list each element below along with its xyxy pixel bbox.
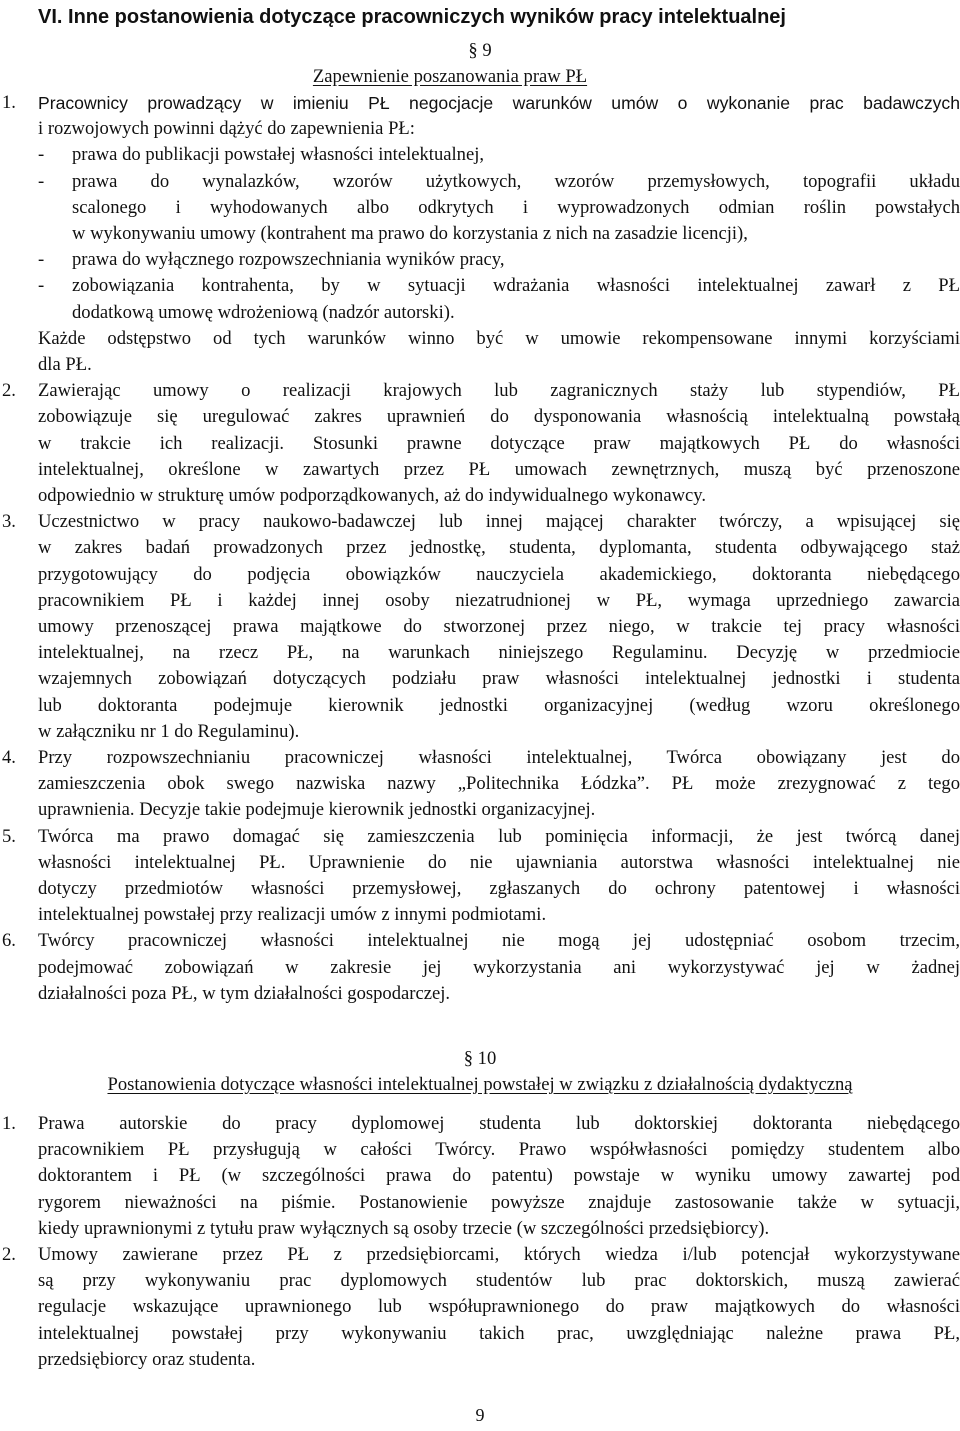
bullet-line: dodatkową umowę wdrożeniową (nadzór autorski). bbox=[72, 301, 455, 323]
paragraph-line: pracownikiem PŁ i każdej innej osoby niezatrudnionej w PŁ, wymaga uprzedniego zawarcia bbox=[38, 589, 960, 611]
bullet-line: zobowiązania kontrahenta, by w sytuacji wdrażania własności intelektualnej zawarł z PŁ bbox=[72, 275, 960, 297]
paragraph-line: intelektualnej, określone w zawartych przez PŁ umowach zewnętrznych, muszą być przenoszone bbox=[38, 458, 960, 480]
paragraph-line: w załączniku nr 1 do Regulaminu). bbox=[38, 720, 300, 742]
paragraph-line: kiedy uprawnionymi z tytułu praw wyłącznych są osoby trzecie (w szczególności przedsiębiorcy). bbox=[38, 1217, 770, 1239]
paragraph-line: rygorem nieważności na piśmie. Postanowienie powyższe znajduje zastosowanie także w sytuacji, bbox=[38, 1191, 960, 1213]
paragraph-line: dla PŁ. bbox=[38, 354, 92, 375]
paragraph-line: umowy przenoszącej prawa majątkowe do stworzonej przez niego, w trakcie tej pracy własności bbox=[38, 616, 960, 637]
point-number: 5. bbox=[2, 825, 16, 847]
section-10-number: § 10 bbox=[463, 1048, 497, 1069]
paragraph-line: intelektualnej powstałej przy wykonywaniu takich prac, uwzględniając należne prawa PŁ, bbox=[38, 1322, 960, 1344]
paragraph-line: Przy rozpowszechnianiu pracowniczej własności intelektualnej, Twórca obowiązany jest do bbox=[38, 747, 960, 768]
paragraph-line: w zakres badań prowadzonych przez jednostkę, studenta, dyplomanta, studenta odbywającego staż bbox=[38, 537, 960, 559]
point-number: 1. bbox=[2, 1113, 16, 1134]
paragraph-line: są przy wykonywaniu prac dyplomowych studentów lub prac doktorskich, muszą zawierać bbox=[38, 1270, 960, 1292]
point-number: 2. bbox=[2, 1244, 16, 1265]
point-number: 3. bbox=[2, 511, 16, 533]
bullet-dash: - bbox=[38, 249, 45, 271]
paragraph-line: wzajemnych zobowiązań dotyczących podziału praw własności intelektualnej jednostki i studenta bbox=[38, 668, 960, 690]
paragraph-line: intelektualnej powstałej przy realizacji umów z innymi podmiotami. bbox=[38, 904, 547, 926]
paragraph-line: Prawa autorskie do pracy dyplomowej studenta lub doktorskiej doktoranta niebędącego bbox=[38, 1113, 960, 1134]
paragraph-line: intelektualnej, na rzecz PŁ, na warunkach niniejszego Regulaminu. Decyzję w przedmiocie bbox=[38, 642, 960, 664]
paragraph-line: Umowy zawierane przez PŁ z przedsiębiorcami, których wiedza i/lub potencjał wykorzystywane bbox=[38, 1244, 960, 1265]
point-number: 6. bbox=[2, 930, 16, 952]
bullet-dash: - bbox=[38, 275, 45, 297]
section-9-title: Zapewnienie poszanowania praw PŁ bbox=[312, 66, 588, 87]
paragraph-line: regulacje wskazujące uprawnionego lub współuprawnionego do praw majątkowych do własności bbox=[38, 1296, 960, 1318]
paragraph-line: Każde odstępstwo od tych warunków winno być w umowie rekompensowane innymi korzyściami bbox=[38, 327, 960, 349]
section-9-number: § 9 bbox=[468, 40, 492, 61]
bullet-line: w wykonywaniu umowy (kontrahent ma prawo do korzystania z nich na zasadzie licencji), bbox=[72, 223, 748, 244]
paragraph-line: Pracownicy prowadzący w imieniu PŁ negocjacje warunków umów o wykonanie prac badawczych bbox=[38, 93, 960, 113]
bullet-line: prawa do wynalazków, wzorów użytkowych, wzorów przemysłowych, topografii układu bbox=[72, 170, 960, 192]
bullet-line: scalonego i wyhodowanych albo odkrytych i wyprowadzonych odmian roślin powstałych bbox=[72, 196, 960, 218]
paragraph-line: w trakcie ich realizacji. Stosunki prawne dotyczące praw majątkowych PŁ do własności bbox=[38, 432, 960, 454]
paragraph-line: uprawnienia. Decyzje takie podejmuje kierownik jednostki organizacyjnej. bbox=[38, 799, 596, 821]
paragraph-line: podejmować zobowiązań w zakresie jej wykorzystania ani wykorzystywać jej w żadnej bbox=[38, 956, 960, 978]
paragraph-line: lub doktoranta podejmuje kierownik jednostki organizacyjnej (według wzoru określonego bbox=[38, 694, 960, 716]
paragraph-line: doktorantem i PŁ (w szczególności prawa do patentu) powstaje w wyniku umowy zawartej pod bbox=[38, 1165, 960, 1187]
paragraph-line: Uczestnictwo w pracy naukowo-badawczej lub innej mającej charakter twórczy, a wpisującej się bbox=[38, 511, 960, 533]
bullet-dash: - bbox=[38, 144, 45, 166]
point-number: 4. bbox=[2, 747, 16, 768]
paragraph-line: przedsiębiorcy oraz studenta. bbox=[38, 1348, 256, 1370]
bullet-line: prawa do wyłącznego rozpowszechniania wyników pracy, bbox=[72, 249, 505, 271]
paragraph-line: odpowiednio w strukturę umów podporządkowanych, aż do indywidualnego wykonawcy. bbox=[38, 485, 707, 506]
paragraph-line: zobowiązuje się uregulować zakres uprawnień do dysponowania własnością intelektualną powstałą bbox=[38, 406, 960, 428]
chapter-title: VI. Inne postanowienia dotyczące pracowniczych wyników pracy intelektualnej bbox=[38, 6, 786, 28]
section-10-title: Postanowienia dotyczące własności intelektualnej powstałej w związku z działalnością dydaktyczną bbox=[107, 1074, 853, 1095]
page-number: 9 bbox=[475, 1405, 485, 1425]
paragraph-line: Zawierając umowy o realizacji krajowych lub zagranicznych staży lub stypendiów, PŁ bbox=[38, 380, 960, 402]
paragraph-line: działalności poza PŁ, w tym działalności gospodarczej. bbox=[38, 982, 451, 1004]
paragraph-line: przygotowujący do podjęcia obowiązków nauczyciela akademickiego, doktoranta niebędącego bbox=[38, 563, 960, 585]
paragraph-line: dotyczy przedmiotów własności przemysłowej, zgłaszanych do ochrony patentowej i własności bbox=[38, 878, 960, 899]
bullet-dash: - bbox=[38, 170, 45, 192]
paragraph-line: Twórca ma prawo domagać się zamieszczenia lub pominięcia informacji, że jest twórcą danej bbox=[38, 825, 960, 847]
paragraph-line: pracownikiem PŁ przysługują w całości Twórcy. Prawo współwłasności pomiędzy studentem albo bbox=[38, 1139, 960, 1161]
point-number: 1. bbox=[2, 92, 16, 113]
point-number: 2. bbox=[2, 380, 16, 402]
paragraph-line: zamieszczenia obok swego nazwiska nazwy „Politechnika Łódzka”. PŁ może zrezygnować z tego bbox=[38, 773, 960, 795]
paragraph-line: własności intelektualnej PŁ. Uprawnienie do nie ujawniania autorstwa własności intelektualnej nie bbox=[38, 851, 960, 873]
bullet-line: prawa do publikacji powstałej własności intelektualnej, bbox=[72, 144, 485, 166]
paragraph-line: i rozwojowych powinni dążyć do zapewnienia PŁ: bbox=[38, 118, 415, 140]
paragraph-line: Twórcy pracowniczej własności intelektualnej nie mogą jej udostępniać osobom trzecim, bbox=[38, 930, 960, 952]
